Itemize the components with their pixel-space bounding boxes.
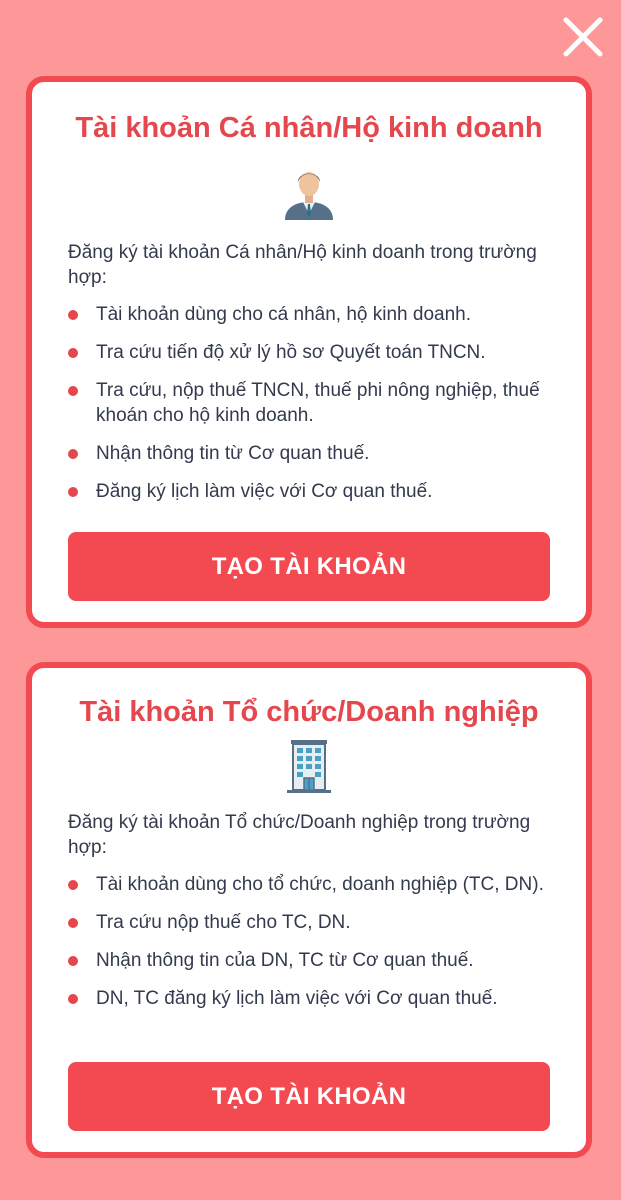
close-button[interactable]: [561, 15, 605, 59]
list-item-text: Tài khoản dùng cho tổ chức, doanh nghiệp (TC, DN).: [96, 874, 544, 895]
list-item: [68, 441, 558, 466]
building-icon: [281, 738, 337, 794]
organization-account-card: [26, 662, 592, 1158]
intro-text: Đăng ký tài khoản Tổ chức/Doanh nghiệp trong trường hợp:: [68, 812, 531, 858]
bullet-list: [68, 872, 558, 1024]
person-icon: [281, 164, 337, 220]
list-item: [68, 910, 558, 935]
bullet-dot: [68, 880, 78, 890]
list-item-text: Nhận thông tin từ Cơ quan thuế.: [96, 443, 370, 464]
list-item: [68, 302, 558, 327]
card-title: Tài khoản Tổ chức/Doanh nghiệp: [79, 696, 539, 728]
bullet-dot: [68, 956, 78, 966]
create-organization-account-button[interactable]: TẠO TÀI KHOẢN: [68, 1062, 550, 1131]
list-item: [68, 986, 558, 1011]
list-item-text: Tra cứu tiến độ xử lý hồ sơ Quyết toán TNCN.: [96, 342, 486, 363]
intro-text: Đăng ký tài khoản Cá nhân/Hộ kinh doanh trong trường hợp:: [68, 242, 537, 288]
bullet-dot: [68, 918, 78, 928]
bullet-list: [68, 302, 558, 517]
bullet-dot: [68, 994, 78, 1004]
list-item-text: DN, TC đăng ký lịch làm việc với Cơ quan thuế.: [96, 988, 498, 1009]
list-item: [68, 479, 558, 504]
bullet-dot: [68, 386, 78, 396]
card-title: Tài khoản Cá nhân/Hộ kinh doanh: [75, 112, 543, 144]
create-individual-account-button[interactable]: TẠO TÀI KHOẢN: [68, 532, 550, 601]
bullet-dot: [68, 449, 78, 459]
list-item-text: Tài khoản dùng cho cá nhân, hộ kinh doanh.: [96, 304, 472, 325]
individual-account-card: [26, 76, 592, 628]
bullet-dot: [68, 310, 78, 320]
list-item: [68, 378, 558, 428]
close-icon: [561, 15, 605, 59]
list-item: [68, 948, 558, 973]
bullet-dot: [68, 348, 78, 358]
list-item-text: Nhận thông tin của DN, TC từ Cơ quan thuế.: [96, 950, 474, 971]
list-item-text: Tra cứu, nộp thuế TNCN, thuế phi nông nghiệp, thuế khoán cho hộ kinh doanh.: [96, 380, 540, 426]
list-item: [68, 872, 558, 897]
list-item-text: Tra cứu nộp thuế cho TC, DN.: [96, 912, 351, 933]
list-item-text: Đăng ký lịch làm việc với Cơ quan thuế.: [96, 481, 433, 502]
bullet-dot: [68, 487, 78, 497]
list-item: [68, 340, 558, 365]
